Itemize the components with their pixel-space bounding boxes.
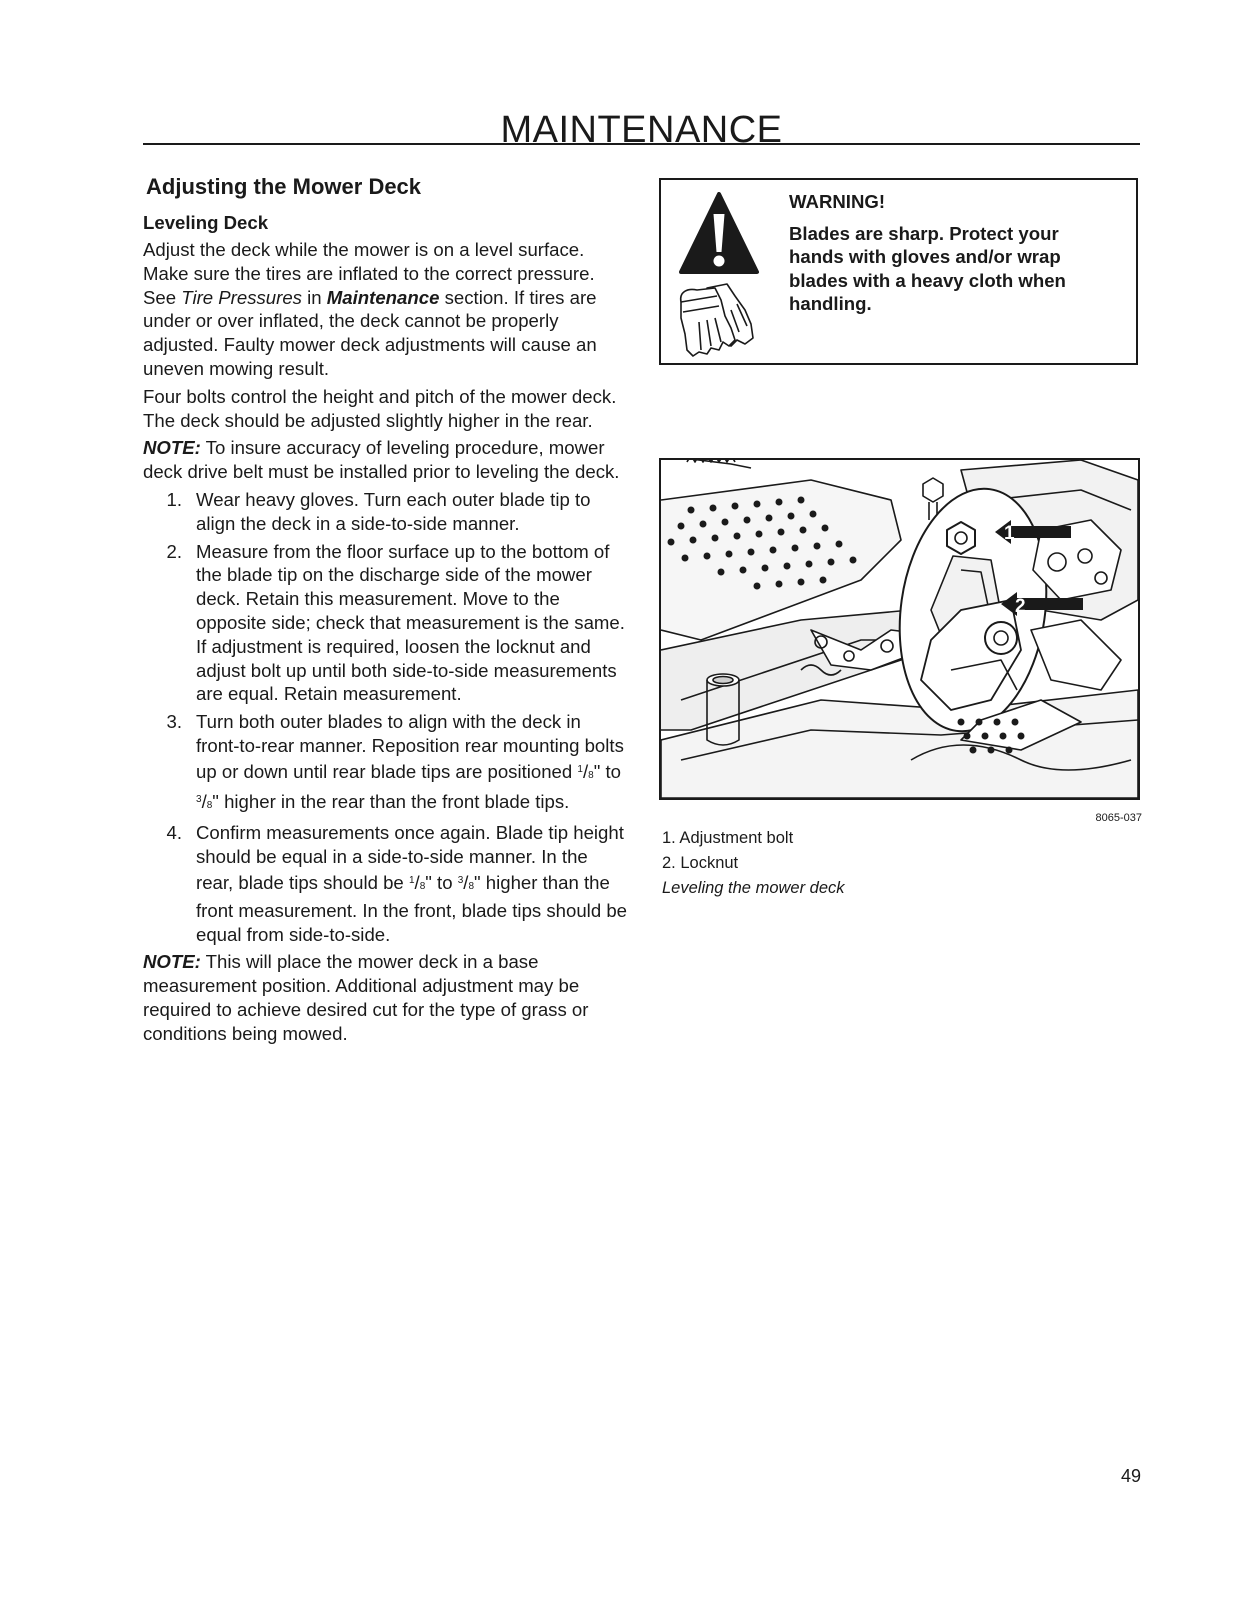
page-number: 49 (1120, 1466, 1141, 1486)
callout-2: 2 (1015, 596, 1026, 617)
fraction-one-eighth: $^1$/8" (408, 871, 432, 893)
note-label: NOTE: (143, 437, 201, 459)
figure-caption: Leveling the mower deck (662, 879, 845, 897)
note-base-measurement: NOTE: This will place the mower deck in a base measurement position. Additional adjustment may be required to achieve desired cut for the type of grass or conditions being mowed. (143, 951, 589, 1044)
section-heading: Adjusting the Mower Deck (146, 174, 422, 199)
legend-item-locknut: 2. Locknut (662, 854, 739, 872)
step-item: 4. Confirm measurements once again. Blade tip height should be equal in a side-to-side manner. In the rear, blade tips should be $^1$/8" to $^3$/8" higher than the front measurement. In the front, blade tips should be equal from side-to-side. (166, 822, 628, 945)
warning-box (659, 178, 1138, 365)
note-label: NOTE: (143, 951, 201, 973)
figure-legend (662, 826, 845, 901)
paragraph-bolts: Four bolts control the height and pitch of the mower deck. The deck should be adjusted slightly higher in the rear. (143, 385, 617, 431)
callout-1: 1 (1004, 523, 1015, 544)
warning-title: WARNING! (789, 191, 886, 212)
reference-tire-pressures: Tire Pressures (181, 286, 302, 308)
fraction-one-eighth: $^1$/8" (577, 760, 601, 782)
warning-triangle-icon (681, 194, 757, 272)
warning-text (789, 190, 1109, 316)
mower-deck-illustration (659, 458, 1140, 800)
step-item: 3. Turn both outer blades to align with the deck in front-to-rear manner. Reposition rear mounting bolts up or down until rear blade tips are positioned $^1$/8" to $^3$/8" higher in the rear than the front blade tips. (166, 711, 624, 812)
paragraph-tires: Adjust the deck while the mower is on a level surface. Make sure the tires are inflated to the correct pressure. See Tire Pressures in Maintenance section. If tires are under or over inflated, the deck cannot be properly adjusted. Faulty mower deck adjustments will cause an uneven mowing result. (143, 239, 597, 379)
legend-item-adjustment-bolt: 1. Adjustment bolt (662, 829, 794, 847)
figure-code: 8065-037 (1095, 812, 1142, 824)
title-divider (143, 143, 1140, 145)
step-item: 2. Measure from the floor surface up to the bottom of the blade tip on the discharge side of the mower deck. Retain this measurement. Move to the opposite side; check that measurement is the same. If adjustment is required, loosen the locknut and adjust bolt up until both side-to-side measurements are equal. Retain measurement. (166, 540, 625, 705)
note-belt: NOTE: To insure accuracy of leveling procedure, mower deck drive belt must be installed prior to leveling the deck. (143, 437, 620, 483)
reference-maintenance: Maintenance (326, 286, 440, 308)
step-item: 1. Wear heavy gloves. Turn each outer blade tip to align the deck in a side-to-side manner. (166, 488, 591, 534)
steps-list (143, 488, 627, 946)
fraction-three-eighths: $^3$/8" (196, 790, 219, 812)
deck-drawing (661, 460, 1138, 798)
warning-message: Blades are sharp. Protect your hands with gloves and/or wrap blades with a heavy cloth when handling. (789, 222, 1066, 315)
fraction-three-eighths: $^3$/8" (457, 871, 481, 893)
left-column (143, 172, 627, 1050)
page-title: MAINTENANCE (500, 109, 783, 152)
warning-icons (677, 192, 761, 360)
sub-heading: Leveling Deck (143, 212, 269, 233)
gloves-icon (681, 284, 753, 356)
